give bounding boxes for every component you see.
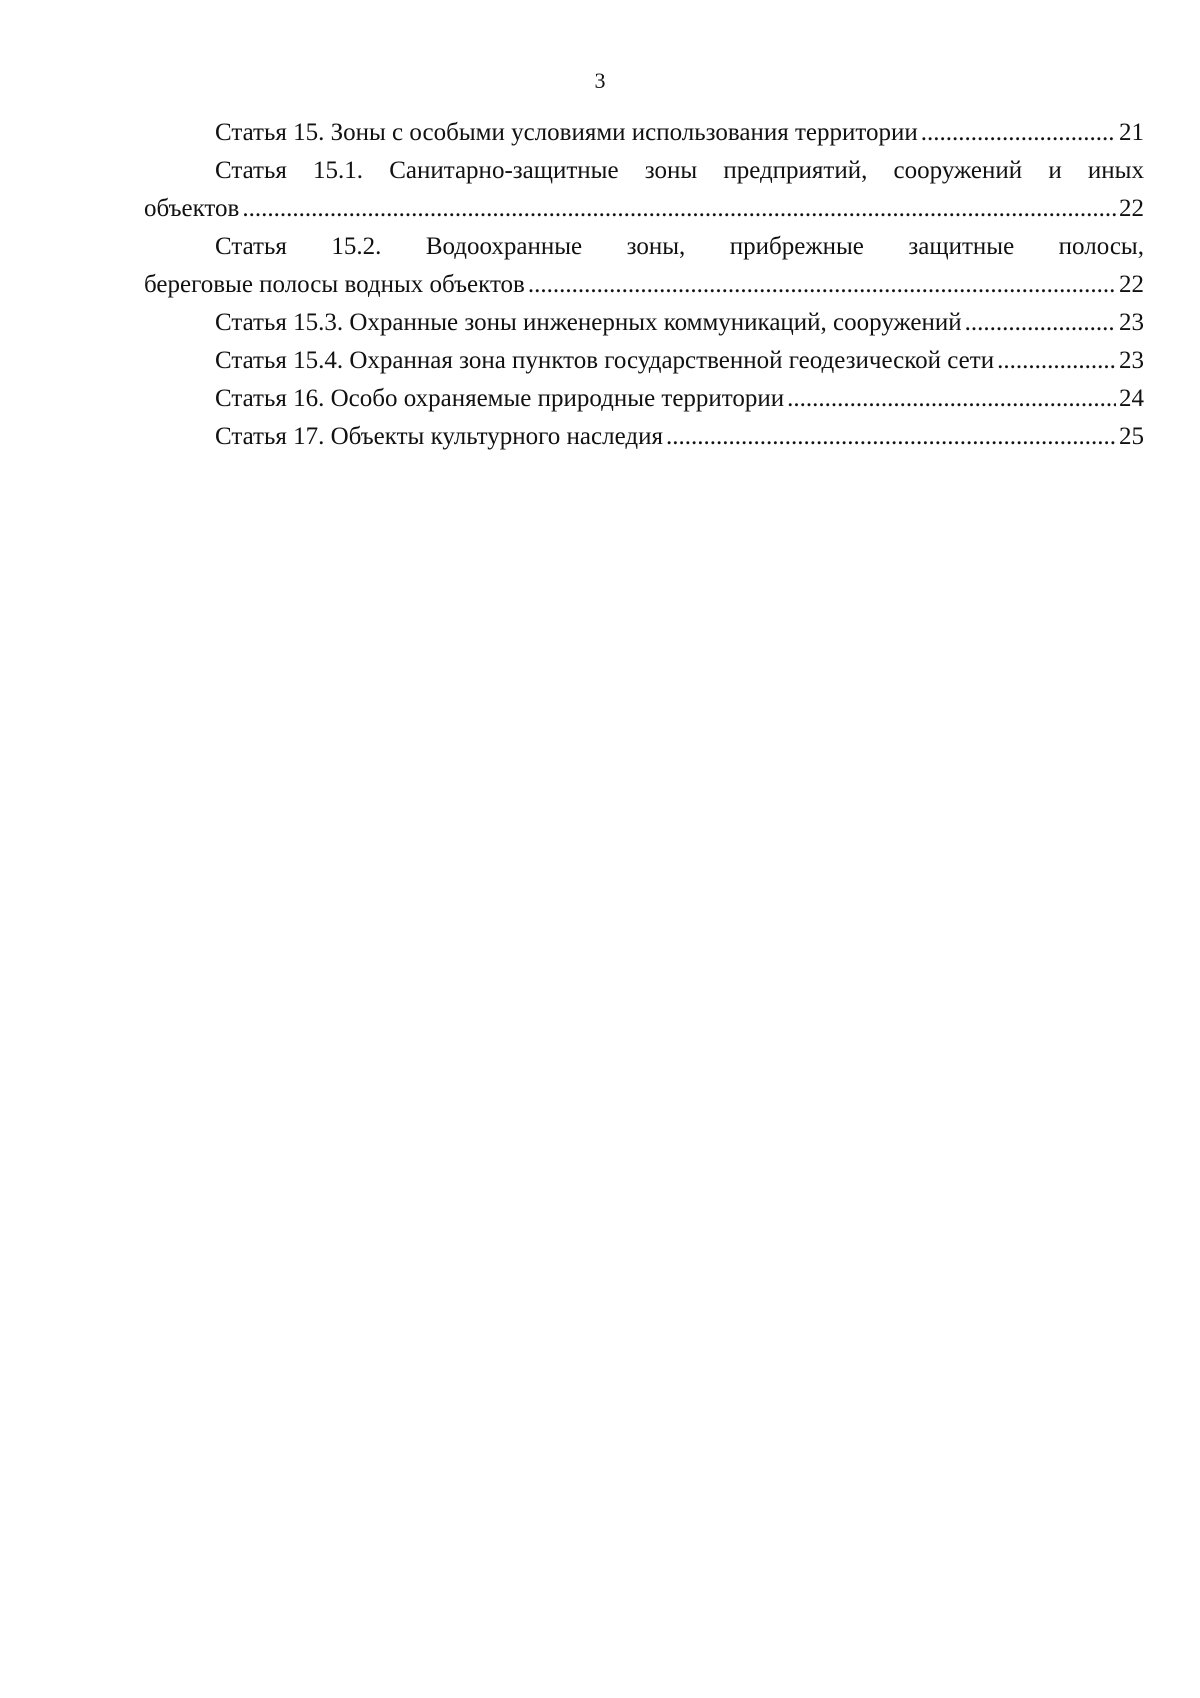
toc-entry-page: 22 <box>1119 271 1144 298</box>
toc-leader-dots <box>528 266 1116 304</box>
toc-leader-dots <box>242 190 1116 228</box>
toc-entry-article-15-2-line-2[interactable] <box>144 266 1144 304</box>
toc-entry-article-15-1-line-2[interactable] <box>144 190 1144 228</box>
toc-word: полосы, <box>1058 233 1144 260</box>
toc-leader-dots <box>787 380 1116 418</box>
toc-entry-title: Статья 17. Объекты культурного наследия <box>215 423 663 450</box>
toc-leader-dots <box>997 342 1116 380</box>
toc-entry-title: береговые полосы водных объектов <box>144 271 525 298</box>
toc-entry-title: Статья 15.4. Охранная зона пунктов государственной геодезической сети <box>215 347 995 374</box>
page-number: 3 <box>594 68 606 93</box>
toc-entry-title: Статья 16. Особо охраняемые природные территории <box>215 385 785 412</box>
toc-leader-dots <box>965 304 1116 342</box>
toc-word: и <box>1048 157 1062 184</box>
toc-word: предприятий, <box>723 157 868 184</box>
table-of-contents <box>144 114 1144 456</box>
toc-word: прибрежные <box>729 233 864 260</box>
toc-entry-title: Статья 15.3. Охранные зоны инженерных коммуникаций, сооружений <box>215 309 962 336</box>
toc-word: Водоохранные <box>425 233 583 260</box>
toc-word: Санитарно-защитные <box>389 157 619 184</box>
toc-entry-article-15-2-line-1[interactable] <box>144 228 1144 266</box>
toc-word: защитные <box>908 233 1015 260</box>
toc-entry-article-17[interactable] <box>144 418 1144 456</box>
toc-word: сооружений <box>893 157 1023 184</box>
toc-word: Статья <box>215 157 287 184</box>
toc-entry-page: 24 <box>1119 385 1144 412</box>
toc-entry-article-16[interactable] <box>144 380 1144 418</box>
toc-entry-article-15[interactable] <box>144 114 1144 152</box>
toc-word: 15.1. <box>313 157 364 184</box>
toc-word: Статья <box>215 233 287 260</box>
toc-entry-title: объектов <box>144 195 240 222</box>
toc-entry-article-15-4[interactable] <box>144 342 1144 380</box>
toc-word: 15.2. <box>331 233 382 260</box>
toc-entry-title: Статья 15. Зоны с особыми условиями использования территории <box>215 119 918 146</box>
toc-entry-page: 23 <box>1119 309 1144 336</box>
toc-leader-dots <box>921 114 1116 152</box>
toc-entry-page: 21 <box>1119 119 1144 146</box>
toc-entry-page: 23 <box>1119 347 1144 374</box>
toc-word: зоны <box>644 157 698 184</box>
toc-leader-dots <box>666 418 1116 456</box>
toc-entry-article-15-1-line-1[interactable] <box>144 152 1144 190</box>
toc-entry-article-15-3[interactable] <box>144 304 1144 342</box>
toc-word: зоны, <box>626 233 686 260</box>
toc-entry-page: 25 <box>1119 423 1144 450</box>
toc-word: иных <box>1087 157 1144 184</box>
toc-entry-page: 22 <box>1119 195 1144 222</box>
